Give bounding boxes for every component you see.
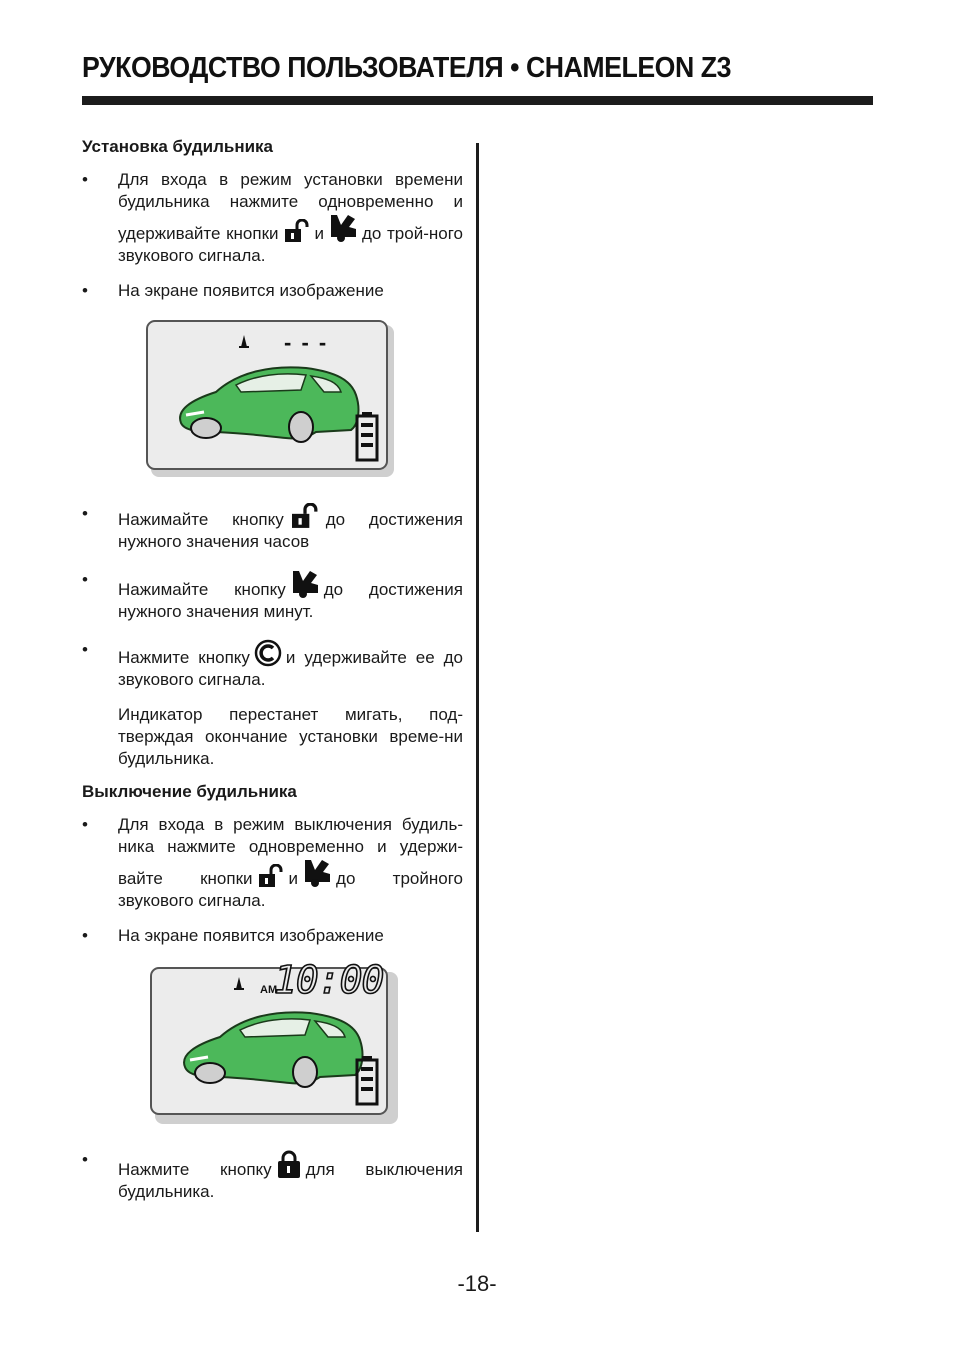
list-item: • Для входа в режим установки времени будильника нажмите одновременно и удерживайте кнопки и до трой-ного звукового сигнала. xyxy=(82,170,463,265)
bullet: • xyxy=(82,1150,88,1169)
list-item: • Нажимайте кнопку до достижения нужного значения часов xyxy=(82,504,464,551)
bullet: • xyxy=(82,281,88,300)
trunk-icon xyxy=(290,569,320,599)
list-item: • На экране появится изображение xyxy=(82,926,384,945)
bullet: • xyxy=(82,504,88,523)
lcd-display-1 xyxy=(146,320,396,480)
header-rule xyxy=(82,96,873,105)
lcd-display-2 xyxy=(150,958,400,1127)
left-column xyxy=(82,136,463,1203)
bullet: • xyxy=(82,640,88,659)
bullet: • xyxy=(82,815,88,834)
section-heading-disable-alarm: Выключение будильника xyxy=(82,782,297,801)
c-button-icon xyxy=(254,639,282,667)
page-title: РУКОВОДСТВО ПОЛЬЗОВАТЕЛЯ • CHAMELEON Z3 xyxy=(82,52,731,84)
bullet: • xyxy=(82,926,88,945)
lock-icon xyxy=(276,1149,302,1179)
note-paragraph: Индикатор перестанет мигать, под-тверждая окончание установки време-ни будильника. xyxy=(118,705,463,768)
column-divider xyxy=(476,143,479,1232)
page-number: -18- xyxy=(457,1271,497,1296)
list-item: • На экране появится изображение xyxy=(82,281,384,300)
bullet: • xyxy=(82,170,88,189)
bullet: • xyxy=(82,570,88,589)
trunk-icon xyxy=(302,858,332,888)
unlock-icon xyxy=(257,864,285,888)
list-item: • Нажмите кнопку для выключения будильника. xyxy=(82,1150,463,1201)
lcd-dashes: - - - xyxy=(284,330,329,355)
unlock-icon xyxy=(283,219,311,243)
lcd-ampm: AM xyxy=(260,984,278,996)
trunk-icon xyxy=(328,213,358,243)
unlock-icon xyxy=(288,503,322,529)
lcd-time: 10:00 xyxy=(274,958,384,1002)
list-item: • Нажмите кнопку и удерживайте ее до звукового сигнала. xyxy=(82,640,463,689)
list-item: • Для входа в режим выключения будиль-ника нажмите одновременно и удержи-вайте кнопки и до тройного звукового сигнала. xyxy=(82,815,463,910)
list-item: • Нажимайте кнопку до достижения нужного значения минут. xyxy=(82,570,464,621)
section-heading-set-alarm: Установка будильника xyxy=(82,137,274,156)
